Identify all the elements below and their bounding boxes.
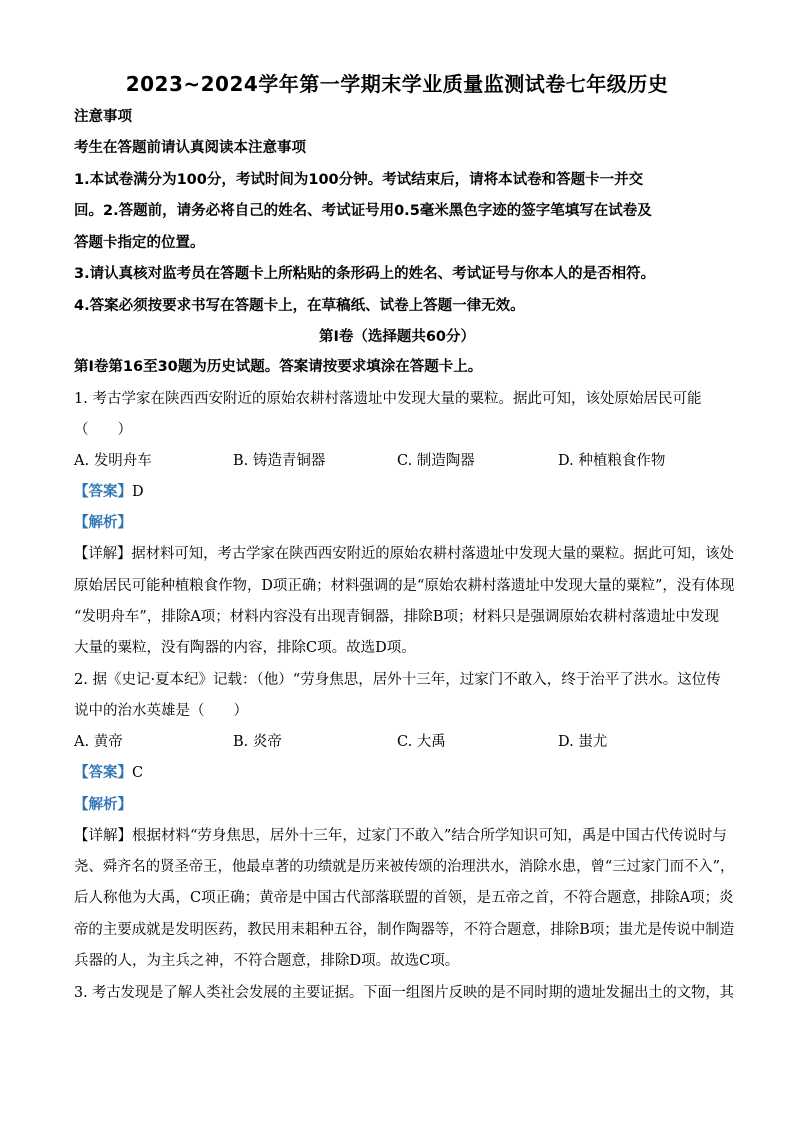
q1-analysis [74, 513, 734, 533]
section-note: 第Ⅰ卷第16至30题为历史试题。答案请按要求填涂在答题卡上。 [74, 359, 483, 375]
notice-item-4: 4.答案必须按要求书写在答题卡上，在草稿纸、试卷上答题一律无效。 [74, 298, 525, 314]
q1-stem-line-2: （ ） [74, 422, 132, 438]
q1-detail-line-3: “发明舟车”，排除A项；材料内容没有出现青铜器，排除B项；材料只是强调原始农耕村落遗址中发现 [74, 609, 719, 625]
section-title: 第Ⅰ卷（选择题共60分） [318, 329, 476, 345]
q1-option-b: B. 铸造青铜器 [233, 453, 326, 469]
q1-detail-line-2: 原始居民可能种植粮食作物，D项正确；材料强调的是“原始农耕村落遗址中发现大量的粟粒”，没有体现 [74, 578, 735, 594]
notice-intro: 考生在答题前请认真阅读本注意事项 [74, 140, 306, 156]
q3-stem-line-1: 3. 考古发现是了解人类社会发展的主要证据。下面一组图片反映的是不同时期的遗址发掘出土的文物，其 [74, 985, 734, 1001]
notice-item-3: 3.请认真核对监考员在答题卡上所粘贴的条形码上的姓名、考试证号与你本人的是否相符。 [74, 266, 656, 282]
q2-answer-value: C [132, 765, 144, 781]
q2-stem-line-1: 2. 据《史记·夏本纪》记载：（他）“劳身焦思，居外十三年，过家门不敢入，终于治平了洪水。这位传 [74, 672, 721, 688]
q1-option-d: D. 种植粮食作物 [558, 453, 666, 469]
analysis-label: 【解析】 [74, 797, 132, 813]
q2-option-a: A. 黄帝 [74, 734, 123, 750]
detail-label: 【详解】 [74, 828, 132, 844]
q2-detail-line-1 [74, 826, 734, 846]
analysis-label: 【解析】 [74, 515, 132, 531]
notice-heading: 注意事项 [74, 109, 132, 125]
q2-analysis [74, 795, 734, 815]
notice-item-1c: 答题卡指定的位置。 [74, 235, 205, 251]
q1-answer-value: D [132, 484, 144, 500]
answer-label: 【答案】 [74, 765, 132, 781]
q2-detail-line-2: 尧、舜齐名的贤圣帝王，他最卓著的功绩就是历来被传颂的治理洪水，消除水患，曾“三过家门而不入”， [74, 859, 735, 875]
q2-detail-line-4: 帝的主要成就是发明医药，教民用耒耜种五谷，制作陶器等，不符合题意，排除B项；蚩尤是传说中制造 [74, 922, 735, 938]
q2-option-c: C. 大禹 [397, 734, 446, 750]
notice-item-1a: 1.本试卷满分为100分，考试时间为100分钟。考试结束后，请将本试卷和答题卡一并交 [74, 172, 644, 188]
q2-stem-line-2: 说中的治水英雄是（ ） [74, 703, 248, 719]
q1-detail-line-1 [74, 544, 734, 564]
q2-option-b: B. 炎帝 [233, 734, 282, 750]
q1-answer [74, 482, 734, 502]
q1-detail-line-4: 大量的粟粒，没有陶器的内容，排除C项。故选D项。 [74, 640, 416, 656]
q1-stem-line-1: 1. 考古学家在陕西西安附近的原始农耕村落遗址中发现大量的粟粒。据此可知，该处原始居民可能 [74, 391, 702, 407]
q2-option-d: D. 蚩尤 [558, 734, 608, 750]
q1-option-a: A. 发明舟车 [74, 453, 152, 469]
q2-detail-text-1: 根据材料“劳身焦思，居外十三年，过家门不敢入”结合所学知识可知，禹是中国古代传说时与 [132, 828, 727, 844]
q2-detail-line-3: 后人称他为大禹，C项正确；黄帝是中国古代部落联盟的首领，是五帝之首，不符合题意，排除A项；炎 [74, 890, 734, 906]
exam-title: 2023~2024学年第一学期末学业质量监测试卷七年级历史 [125, 72, 669, 96]
q1-option-c: C. 制造陶器 [397, 453, 475, 469]
q2-detail-line-5: 兵器的人，为主兵之神，不符合题意，排除D项。故选C项。 [74, 953, 460, 969]
answer-label: 【答案】 [74, 484, 132, 500]
notice-item-1b: 回。2.答题前，请务必将自己的姓名、考试证号用0.5毫米黑色字迹的签字笔填写在试卷及 [74, 203, 652, 219]
detail-label: 【详解】 [74, 546, 132, 562]
q2-answer [74, 763, 734, 783]
q1-detail-text-1: 据材料可知，考古学家在陕西西安附近的原始农耕村落遗址中发现大量的粟粒。据此可知，该处 [131, 546, 734, 562]
